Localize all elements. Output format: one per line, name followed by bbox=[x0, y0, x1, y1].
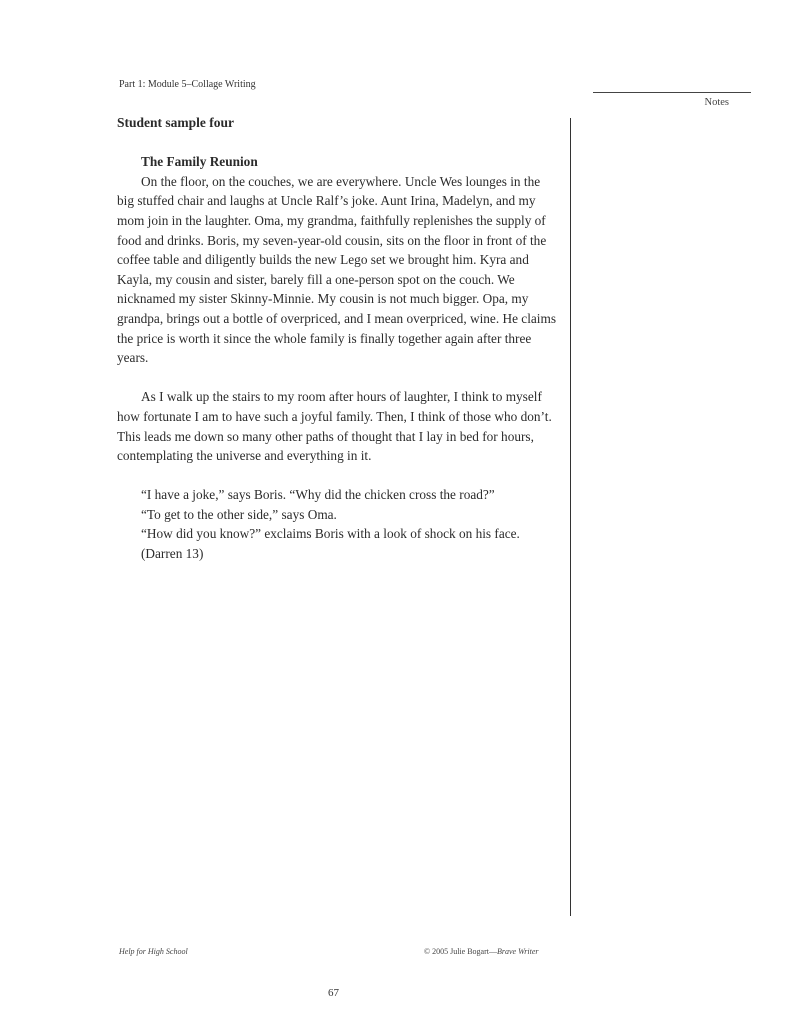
footer-copyright bbox=[424, 947, 539, 956]
notes-rule bbox=[593, 92, 751, 93]
dialogue-line: “I have a joke,” says Boris. “Why did the chicken cross the road?” bbox=[141, 487, 495, 503]
notes-column-divider bbox=[570, 118, 571, 916]
page-number: 67 bbox=[328, 987, 339, 999]
paragraph: On the floor, on the couches, we are everywhere. Uncle Wes lounges in the big stuffed chair and laughs at Uncle Ralf’s joke. Aunt Irina, Madelyn, and my mom join in the laughter. Oma, my grandma, faithfully replenishes the supply of food and drinks. Boris, my seven-year-old cousin, sits on the floor in front of the coffee table and diligently builds the new Lego set we brought him. Kyra and Kayla, my cousin and sister, barely fill a one-person spot on the couch. We nicknamed my sister Skinny-Minnie. My cousin is not much bigger. Opa, my grandpa, brings out a bottle of overpriced, and I mean overpriced, wine. He claims the price is worth it since the whole family is finally together again after three years. bbox=[117, 173, 557, 366]
citation: (Darren 13) bbox=[141, 546, 204, 562]
main-content bbox=[117, 113, 557, 564]
paragraph: As I walk up the stairs to my room after hours of laughter, I think to myself how fortunate I am to have such a joyful family. Then, I think of those who don’t. This leads me down so many other paths of thought that I lay in bed for hours, contemplating the universe and everything in it. bbox=[117, 389, 552, 464]
footer-brand: Brave Writer bbox=[496, 947, 539, 956]
notes-label: Notes bbox=[704, 97, 729, 108]
footer-book-title: Help for High School bbox=[119, 947, 188, 956]
running-head: Part 1: Module 5–Collage Writing bbox=[119, 79, 256, 90]
story-title: The Family Reunion bbox=[141, 154, 258, 170]
footer-copyright-text: © 2005 Julie Bogart— bbox=[424, 947, 497, 956]
section-heading: Student sample four bbox=[117, 115, 235, 130]
dialogue-line: “To get to the other side,” says Oma. bbox=[141, 506, 337, 522]
dialogue-line: “How did you know?” exclaims Boris with a look of shock on his face. bbox=[141, 526, 520, 542]
